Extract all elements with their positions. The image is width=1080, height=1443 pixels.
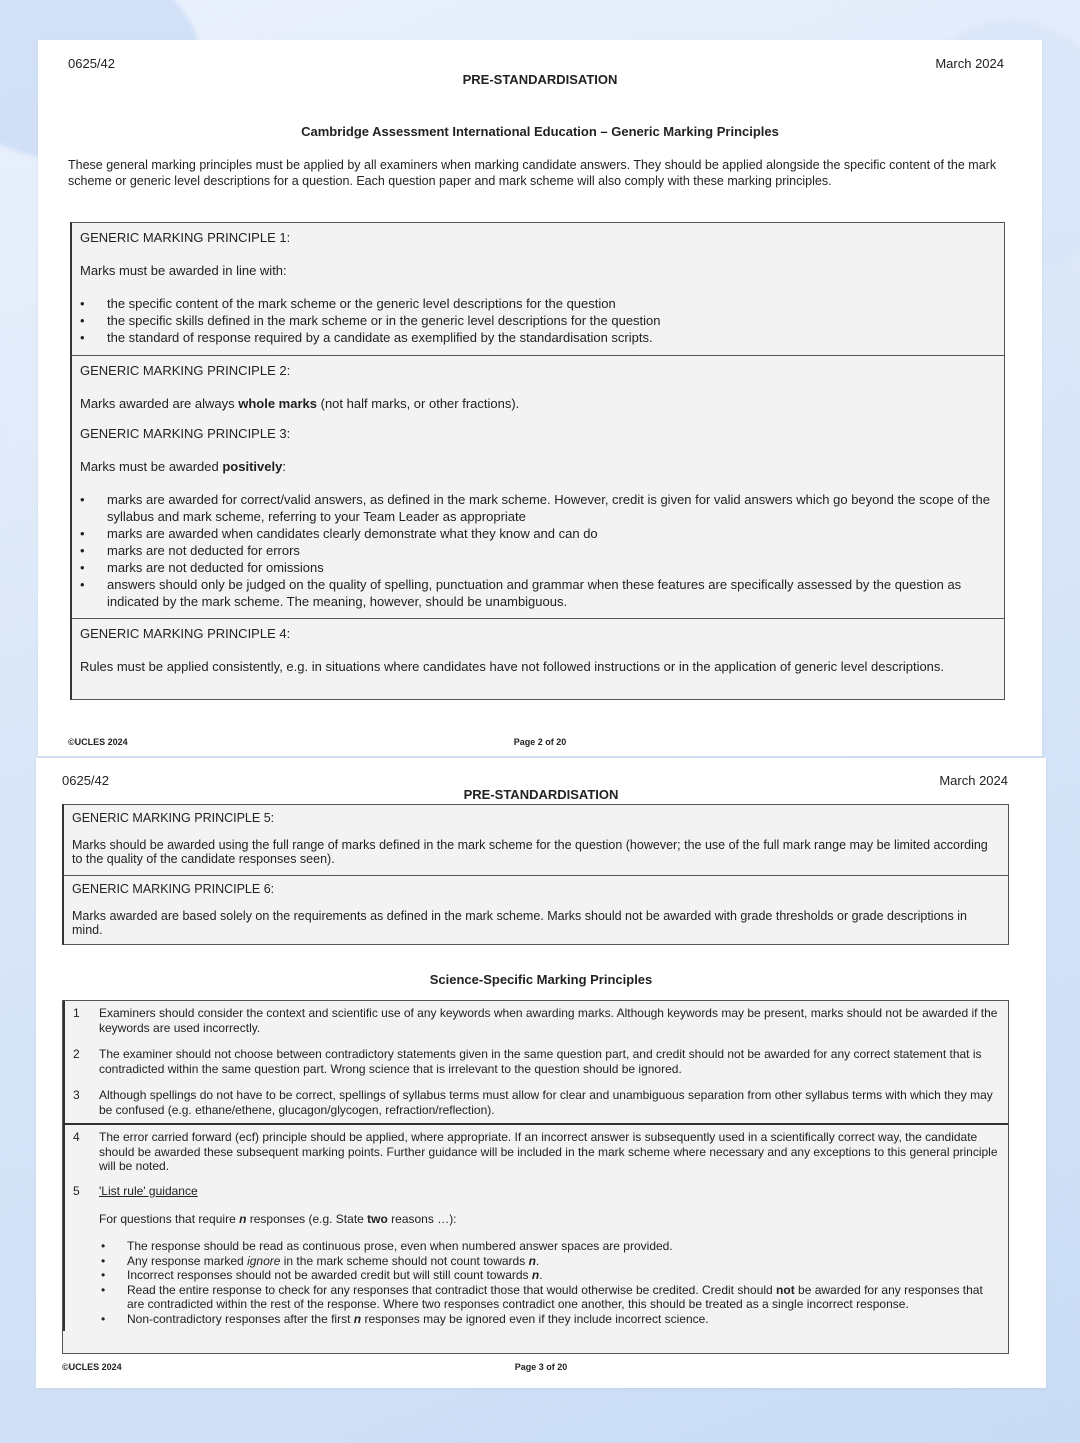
status-heading: PRE-STANDARDISATION bbox=[462, 72, 618, 87]
principle-1-box bbox=[70, 222, 1005, 356]
list-item: • the specific skills defined in the mark scheme or in the generic level descriptions for the question bbox=[80, 312, 996, 329]
section-heading: Science-Specific Marking Principles bbox=[429, 972, 653, 987]
principle-text: Marks should be awarded using the full range of marks defined in the mark scheme for the question (however; the use of the full mark range may be limited according to the quality of the candidate responses seen). bbox=[72, 837, 988, 866]
science-principle-row bbox=[63, 1042, 1008, 1083]
copyright: ©UCLES 2024 bbox=[68, 737, 128, 747]
list-item: • Non-contradictory responses after the first n responses may be ignored even if they include incorrect science. bbox=[99, 1312, 1000, 1327]
principle-title: GENERIC MARKING PRINCIPLE 6: bbox=[72, 882, 275, 896]
document-page-2 bbox=[38, 40, 1042, 756]
principle-text: The examiner should not choose between contradictory statements given in the same question part, and credit should not be awarded for any correct statement that is contradicted within the same question part. Wrong science that is irrelevant to the question should be ignored. bbox=[99, 1047, 982, 1076]
principle-text: Marks awarded are based solely on the requirements as defined in the mark scheme. Marks should not be awarded with grade thresholds or grade descriptions in mind. bbox=[72, 908, 967, 937]
principle-bullet-list bbox=[80, 295, 996, 346]
paper-code: 0625/42 bbox=[62, 773, 109, 788]
section-heading: Cambridge Assessment International Education – Generic Marking Principles bbox=[301, 124, 779, 139]
list-item: • marks are awarded for correct/valid answers, as defined in the mark scheme. However, credit is given for valid answers which go beyond the scope of the syllabus and mark scheme, referring to your Team Leader as appropriate bbox=[80, 491, 996, 525]
science-principle-row bbox=[63, 1001, 1008, 1042]
principle-lead: Marks must be awarded positively: bbox=[80, 459, 286, 474]
intro-paragraph: These general marking principles must be applied by all examiners when marking candidate answers. They should be applied alongside the specific content of the mark scheme or generic level descriptions for a question. Each question paper and mark scheme will also comply with these marking principles. bbox=[68, 158, 997, 188]
principle-2-box bbox=[70, 355, 1005, 419]
principle-text: Marks awarded are always whole marks (not half marks, or other fractions). bbox=[80, 396, 520, 411]
principle-title: GENERIC MARKING PRINCIPLE 4: bbox=[80, 626, 291, 641]
list-item: • marks are awarded when candidates clearly demonstrate what they know and can do bbox=[80, 525, 996, 542]
list-item: • Read the entire response to check for any responses that contradict those that would otherwise be credited. Credit should not be awarded for any responses that are contradicted within the rest of the response. Where two responses contradict one another, this should be treated as a single incorrect response. bbox=[99, 1283, 1000, 1312]
principle-3-box bbox=[70, 419, 1005, 619]
list-item: • marks are not deducted for omissions bbox=[80, 559, 996, 576]
principle-title: GENERIC MARKING PRINCIPLE 2: bbox=[80, 363, 291, 378]
list-rule-bullets bbox=[99, 1239, 1000, 1326]
page-number: Page 2 of 20 bbox=[513, 737, 567, 747]
copyright: ©UCLES 2024 bbox=[62, 1362, 122, 1372]
list-rule-title: 'List rule' guidance bbox=[99, 1184, 198, 1198]
principle-title: GENERIC MARKING PRINCIPLE 1: bbox=[80, 230, 291, 245]
principle-number: 2 bbox=[73, 1047, 80, 1061]
science-principle-row bbox=[63, 1125, 1008, 1179]
principle-text: Examiners should consider the context and scientific use of any keywords when awarding marks. Although keywords may be present, marks should not be awarded if the keywords are used incorrectly. bbox=[99, 1006, 998, 1035]
list-item: • marks are not deducted for errors bbox=[80, 542, 996, 559]
document-page-3 bbox=[36, 758, 1046, 1388]
list-item: • answers should only be judged on the quality of spelling, punctuation and grammar when these features are specifically assessed by the question as indicated by the mark scheme. The meaning, however, should be unambiguous. bbox=[80, 576, 996, 610]
list-item: • Incorrect responses should not be awarded credit but will still count towards n. bbox=[99, 1268, 1000, 1283]
principle-number: 4 bbox=[73, 1130, 80, 1144]
principle-5-box bbox=[62, 804, 1009, 876]
principle-4-box bbox=[70, 618, 1005, 700]
principle-bullet-list bbox=[80, 491, 996, 610]
principle-title: GENERIC MARKING PRINCIPLE 3: bbox=[80, 426, 291, 441]
principle-number: 3 bbox=[73, 1088, 80, 1102]
list-item: • Any response marked ignore in the mark scheme should not count towards n. bbox=[99, 1254, 1000, 1269]
page-number: Page 3 of 20 bbox=[514, 1362, 568, 1372]
science-principle-row bbox=[63, 1179, 1008, 1331]
status-heading: PRE-STANDARDISATION bbox=[463, 787, 619, 802]
principle-lead: Marks must be awarded in line with: bbox=[80, 263, 287, 278]
principle-text: The error carried forward (ecf) principle should be applied, where appropriate. If an incorrect answer is subsequently used in a scientifically correct way, the candidate should be awarded these subsequent marking points. Further guidance will be included in the mark scheme where necessary and any exceptions to this general principle will be noted. bbox=[99, 1130, 998, 1173]
list-item: • the standard of response required by a candidate as exemplified by the standardisation scripts. bbox=[80, 329, 996, 346]
list-item: • the specific content of the mark scheme or the generic level descriptions for the question bbox=[80, 295, 996, 312]
principle-number: 1 bbox=[73, 1006, 80, 1020]
principle-number: 5 bbox=[73, 1184, 80, 1198]
principle-6-box bbox=[62, 875, 1009, 945]
principle-text: Rules must be applied consistently, e.g. in situations where candidates have not followed instructions or in the application of generic level descriptions. bbox=[80, 659, 945, 674]
principle-title: GENERIC MARKING PRINCIPLE 5: bbox=[72, 811, 275, 825]
list-item: • The response should be read as continuous prose, even when numbered answer spaces are provided. bbox=[99, 1239, 1000, 1254]
science-principle-row bbox=[63, 1083, 1008, 1123]
list-rule-lead: For questions that require n responses (e.g. State two reasons …): bbox=[99, 1211, 457, 1226]
paper-date: March 2024 bbox=[939, 773, 1008, 788]
principle-text: Although spellings do not have to be correct, spellings of syllabus terms must allow for clear and unambiguous separation from other syllabus terms with which they may be confused (e.g. ethane/ethene, glucagon/glycogen, refraction/reflection). bbox=[99, 1088, 993, 1117]
science-principles-box bbox=[62, 1000, 1009, 1354]
paper-code: 0625/42 bbox=[68, 56, 115, 71]
paper-date: March 2024 bbox=[935, 56, 1004, 71]
